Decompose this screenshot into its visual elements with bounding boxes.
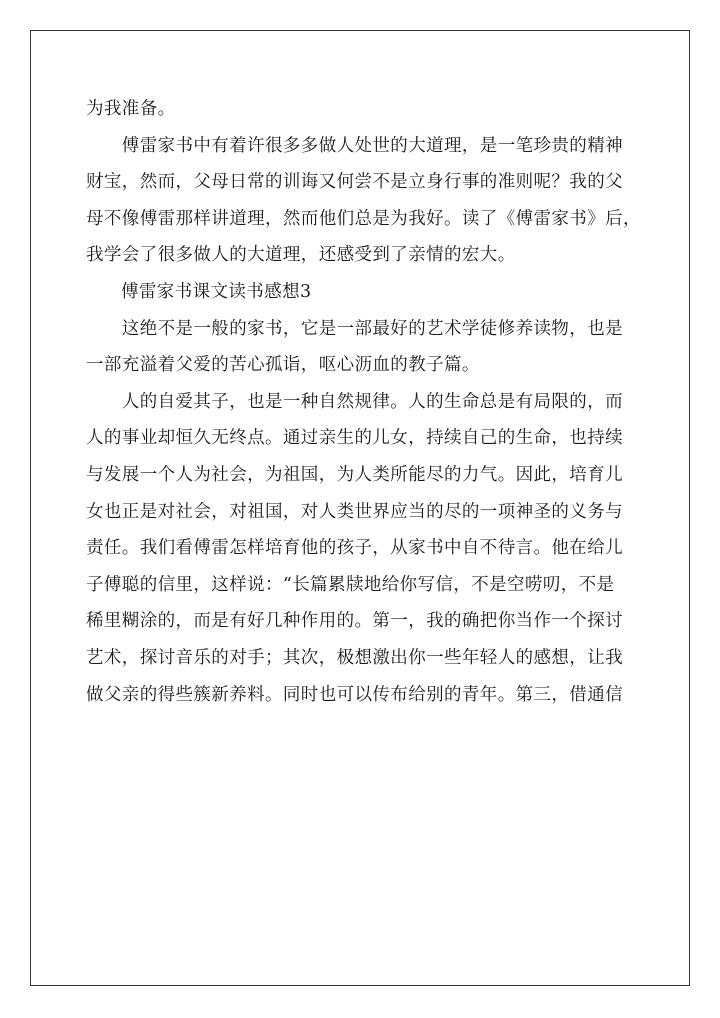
text-line: 责任。我们看傅雷怎样培育他的孩子，从家书中自不待言。他在给儿 [86, 538, 623, 559]
text-line: 艺术，探讨音乐的对手；其次，极想激出你一些年轻人的感想，让我 [86, 647, 623, 668]
text-line: 我学会了很多做人的大道理，还感受到了亲情的宏大。 [86, 245, 516, 266]
text-line: 这绝不是一般的家书，它是一部最好的艺术学徒修养读物，也是 [86, 318, 623, 339]
text-line: 傅雷家书中有着许很多多做人处世的大道理，是一笔珍贵的精神 [86, 135, 623, 156]
text-line: 人的事业却恒久无终点。通过亲生的儿女，持续自己的生命，也持续 [86, 428, 623, 449]
text-line: 母不像傅雷那样讲道理，然而他们总是为我好。读了《傅雷家书》后， [86, 208, 641, 229]
text-line: 女也正是对社会，对祖国，对人类世界应当的尽的一项神圣的义务与 [86, 501, 623, 522]
text-line: 一部充溢着父爱的苦心孤诣，呕心沥血的教子篇。 [86, 355, 480, 376]
text-line: 为我准备。 [86, 99, 176, 119]
text-line: 做父亲的得些簇新养料。同时也可以传布给别的青年。第三，借通信 [86, 684, 623, 705]
text-line: 与发展一个人为社会，为祖国，为人类所能尽的力气。因此，培育儿 [86, 464, 623, 485]
document-body [86, 91, 641, 713]
text-line: 子傅聪的信里，这样说：“长篇累牍地给你写信，不是空唠叨，不是 [86, 574, 615, 595]
text-line: 财宝，然而，父母日常的训诲又何尝不是立身行事的准则呢？我的父 [86, 172, 623, 193]
text-line: 人的自爱其子，也是一种自然规律。人的生命总是有局限的，而 [86, 391, 623, 412]
text-line: 稀里糊涂的，而是有好几种作用的。第一，我的确把你当作一个探讨 [86, 611, 623, 632]
section-heading: 傅雷家书课文读书感想3 [121, 281, 312, 302]
